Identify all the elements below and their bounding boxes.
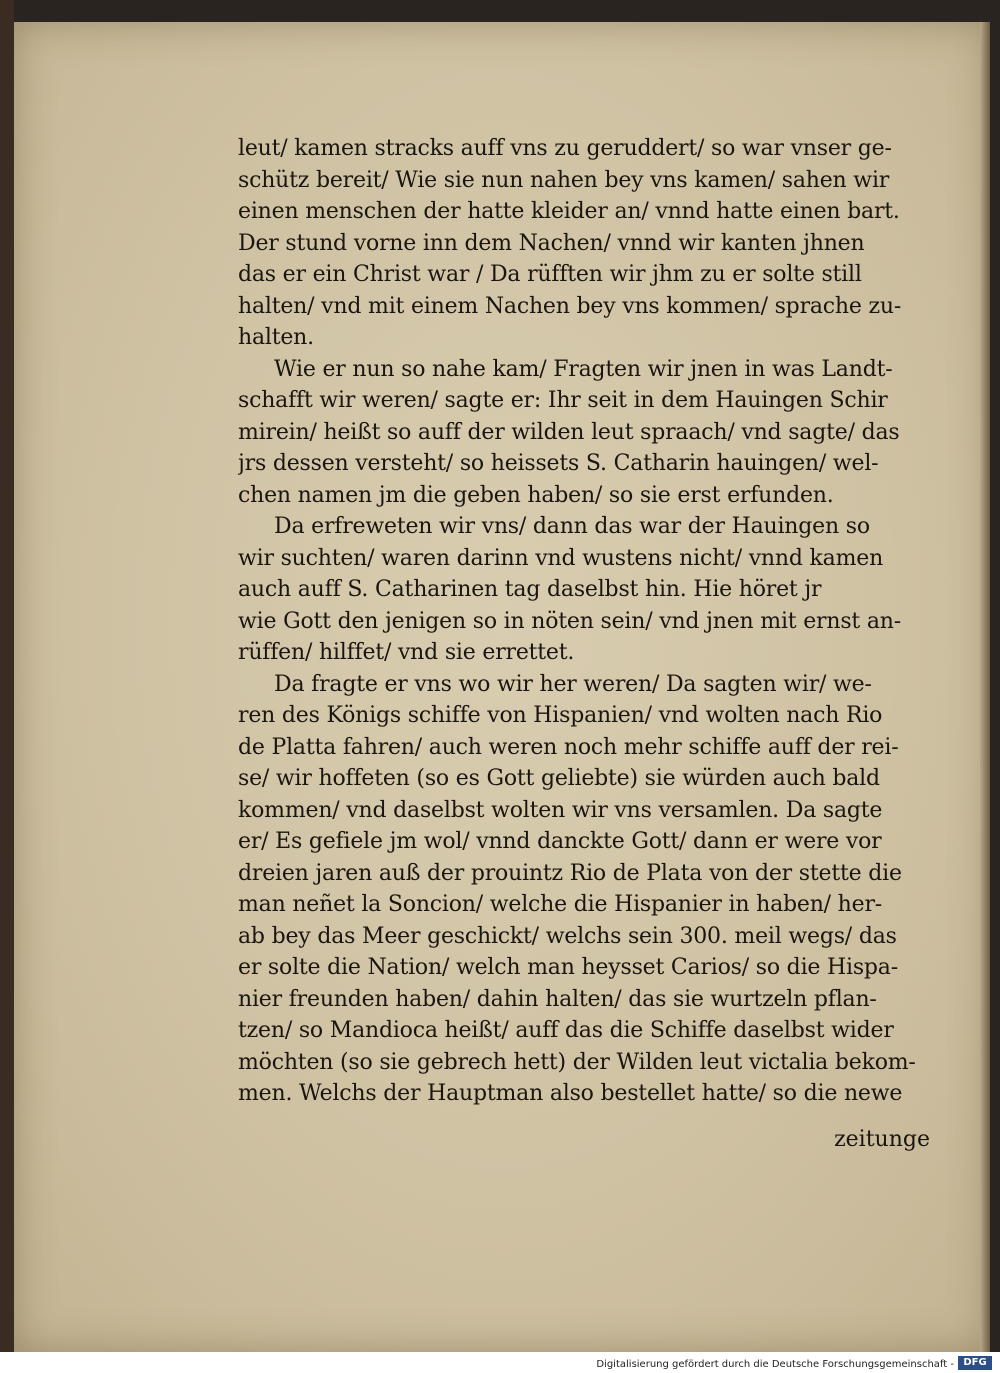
footer-bar — [0, 1352, 1000, 1373]
text-line: leut/ kamen stracks auff vns zu geruddert/ so war vnser ge- — [238, 136, 892, 161]
text-line: nier freunden haben/ dahin halten/ das sie wurtzeln pflan- — [238, 986, 877, 1012]
funding-notice: Digitalisierung gefördert durch die Deutsche Forschungsgemeinschaft - — [596, 1359, 954, 1370]
text-line: einen menschen der hatte kleider an/ vnnd hatte einen bart. — [238, 199, 900, 224]
text-line: schütz bereit/ Wie sie nun nahen bey vns kamen/ sahen wir — [238, 167, 890, 193]
text-line: tzen/ so Mandioca heißt/ auff das die Schiffe daselbst wider — [238, 1018, 894, 1043]
text-line: men. Welchs der Hauptman also bestellet hatte/ so die newe — [238, 1081, 903, 1106]
text-line: Da erfreweten wir vns/ dann das war der Hauingen so — [274, 514, 870, 539]
text-line: kommen/ vnd daselbst wolten wir vns versamlen. Da sagte — [238, 797, 883, 823]
text-line: jrs dessen versteht/ so heissets S. Catharin hauingen/ wel- — [238, 451, 879, 476]
page-edge — [980, 22, 990, 1352]
text-line: er solte die Nation/ welch man heysset Carios/ so die Hispa- — [238, 955, 898, 980]
text-line: halten. — [238, 325, 314, 350]
text-line: Der stund vorne inn dem Nachen/ vnnd wir kanten jhnen — [238, 230, 865, 256]
text-line: er/ Es gefiele jm wol/ vnnd danckte Gott/ dann er were vor — [238, 829, 882, 854]
text-line: Wie er nun so nahe kam/ Fragten wir jnen in was Landt- — [274, 356, 893, 382]
text-line: möchten (so sie gebrech hett) der Wilden leut victalia bekom- — [238, 1049, 916, 1075]
text-line: wie Gott den jenigen so in nöten sein/ vnd jnen mit ernst an- — [238, 608, 901, 634]
text-line: ab bey das Meer geschickt/ welchs sein 300. meil wegs/ das — [238, 923, 897, 949]
text-line: ren des Königs schiffe von Hispanien/ vnd wolten nach Rio — [238, 703, 883, 728]
book-binding — [0, 0, 14, 1373]
dfg-logo[interactable]: DFG — [958, 1356, 992, 1370]
text-line: wir suchten/ waren darinn vnd wustens nicht/ vnnd kamen — [238, 545, 884, 571]
text-line: Da fragte er vns wo wir her weren/ Da sagten wir/ we- — [274, 671, 872, 697]
text-line: de Platta fahren/ auch weren noch mehr schiffe auff der rei- — [238, 734, 899, 760]
catchword: zeitunge — [834, 1127, 930, 1152]
text-line: se/ wir hoffeten (so es Gott geliebte) sie würden auch bald — [238, 766, 880, 791]
text-line: man neñet la Soncion/ welche die Hispanier in haben/ her- — [238, 892, 883, 917]
text-line: das er ein Christ war / Da rüfften wir jhm zu er solte still — [238, 262, 862, 287]
text-line: auch auff S. Catharinen tag daselbst hin. Hie höret jr — [238, 577, 822, 602]
text-line: mirein/ heißt so auff der wilden leut spraach/ vnd sagte/ das — [238, 419, 900, 445]
text-block — [238, 133, 938, 1110]
text-line: dreien jaren auß der prouintz Rio de Plata von der stette die — [238, 860, 902, 886]
text-line: chen namen jm die geben haben/ so sie erst erfunden. — [238, 482, 834, 508]
text-line: rüffen/ hilffet/ vnd sie errettet. — [238, 640, 575, 665]
text-line: halten/ vnd mit einem Nachen bey vns kommen/ sprache zu- — [238, 293, 902, 319]
text-line: schafft wir weren/ sagte er: Ihr seit in dem Hauingen Schir — [238, 388, 888, 413]
